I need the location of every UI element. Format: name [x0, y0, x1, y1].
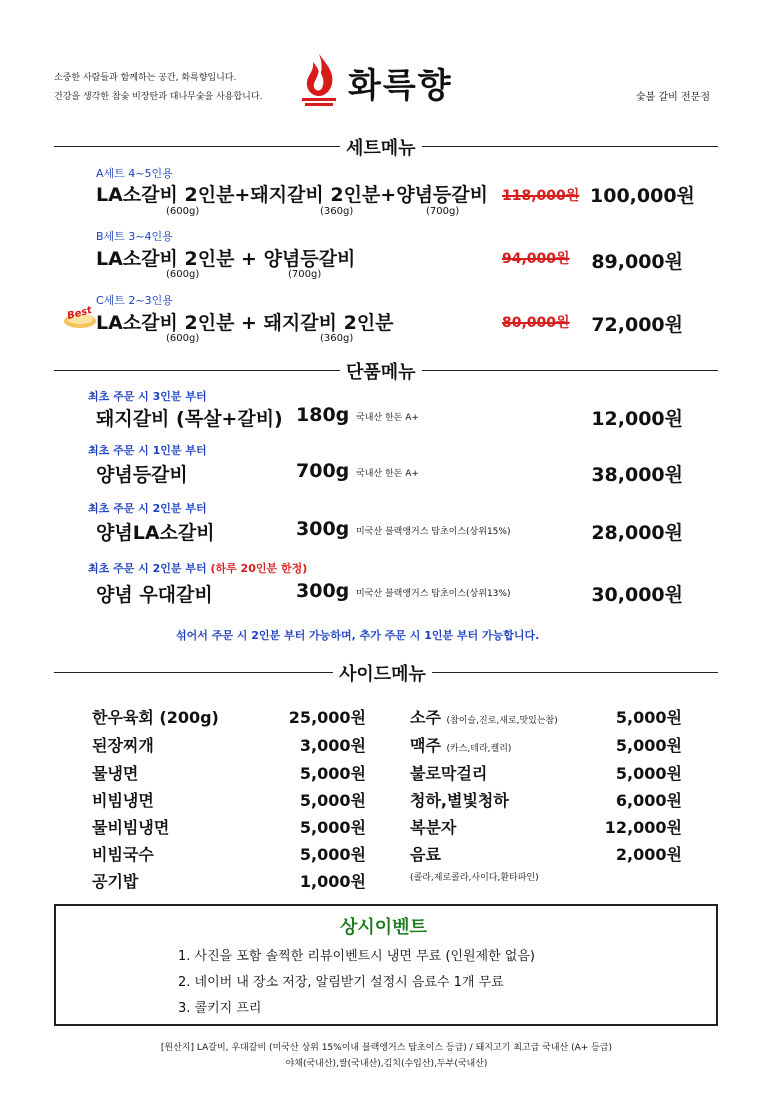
single-4-origin: 미국산 블랙앵거스 탑초이스(상위13%)	[356, 589, 511, 599]
side-right-1-price: 5,000원	[615, 708, 682, 727]
best-badge	[62, 306, 98, 330]
set-a-weight-2: (360g)	[320, 206, 354, 217]
single-1-weight: 180g	[296, 404, 350, 426]
side-right-4-name: 청하,별빛청하	[410, 791, 509, 810]
single-3-weight: 300g	[296, 518, 350, 540]
side-right-1-name-row	[410, 705, 558, 728]
origin-footer-line-1: [원산지] LA갈비, 우대갈비 (미국산 상위 15%이내 블랙앵거스 탑초이스 등급) / 돼지고기 최고급 국내산 (A+ 등급)	[160, 1043, 613, 1053]
set-a-name: LA소갈비 2인분+돼지갈비 2인분+양념등갈비	[96, 184, 488, 206]
event-item-2: 2. 네이버 내 장소 저장, 알림받기 설정시 음료수 1개 무료	[178, 975, 504, 990]
side-left-3-name: 물냉면	[92, 764, 139, 783]
set-b-price: 89,000원	[591, 251, 683, 273]
side-right-1-name: 소주	[410, 708, 441, 727]
set-c-name: LA소갈비 2인분 + 돼지갈비 2인분	[96, 312, 394, 334]
single-4-weight: 300g	[296, 580, 350, 602]
set-menu-title: 세트메뉴	[340, 134, 422, 160]
single-2-name: 양념등갈비	[96, 464, 188, 486]
set-a-old-price: 118,000원	[502, 188, 580, 204]
tagline-1: 소중한 사람들과 함께하는 공간, 화륵향입니다.	[54, 73, 237, 83]
event-item-1: 1. 사진을 포함 솔찍한 리뷰이벤트시 냉면 무료 (인원제한 없음)	[178, 949, 535, 964]
single-3-min-order: 최초 주문 시 2인분 부터	[88, 502, 207, 515]
side-left-2-name: 된장찌개	[92, 736, 154, 755]
single-1-name: 돼지갈비 (목살+갈비)	[96, 408, 283, 430]
single-3-origin: 미국산 블랙앵거스 탑초이스(상위15%)	[356, 527, 511, 537]
single-3-price: 28,000원	[591, 522, 683, 544]
side-right-2-price: 5,000원	[615, 736, 682, 755]
single-1-origin: 국내산 한돈 A+	[356, 413, 419, 423]
set-a-price: 100,000원	[590, 185, 695, 207]
set-a-label: A세트 4~5인용	[96, 167, 173, 180]
side-menu-title: 사이드메뉴	[333, 660, 432, 686]
set-a-weight-1: (600g)	[166, 206, 200, 217]
set-c-weight-2: (360g)	[320, 333, 354, 344]
single-4-limit: (하루 20인분 한정)	[210, 562, 308, 575]
single-1-price: 12,000원	[591, 408, 683, 430]
side-left-5-name: 물비빔냉면	[92, 818, 170, 837]
single-1-min-order: 최초 주문 시 3인분 부터	[88, 390, 207, 403]
side-right-5-name: 복분자	[410, 818, 457, 837]
single-menu-title: 단품메뉴	[340, 358, 422, 384]
single-2-weight: 700g	[296, 460, 350, 482]
side-left-6-name: 비빔국수	[92, 845, 154, 864]
set-c-label: C세트 2~3인용	[96, 294, 173, 307]
side-left-6-price: 5,000원	[299, 845, 366, 864]
set-c-weight-1: (600g)	[166, 333, 200, 344]
side-right-4-price: 6,000원	[615, 791, 682, 810]
single-menu-note: 섞어서 주문 시 2인분 부터 가능하며, 추가 주문 시 1인분 부터 가능합니다.	[176, 629, 540, 642]
side-left-7-name: 공기밥	[92, 872, 139, 891]
drinks-note: (콜라,제로콜라,사이다,환타파인)	[410, 873, 539, 883]
tagline-2: 건강을 생각한 참숯 비장탄과 대나무숯을 사용합니다.	[54, 92, 263, 102]
side-right-2-name: 맥주	[410, 736, 441, 755]
single-3-name: 양념LA소갈비	[96, 522, 215, 544]
side-left-1-price: 25,000원	[288, 708, 366, 727]
set-c-price: 72,000원	[591, 314, 683, 336]
set-a-weight-3: (700g)	[426, 206, 460, 217]
side-left-7-price: 1,000원	[299, 872, 366, 891]
side-right-5-price: 12,000원	[604, 818, 682, 837]
set-b-label: B세트 3~4인용	[96, 230, 173, 243]
side-left-2-price: 3,000원	[299, 736, 366, 755]
side-left-1-name: 한우육회 (200g)	[92, 708, 219, 727]
single-4-min-order-row	[88, 560, 307, 576]
side-left-4-name: 비빔냉면	[92, 791, 154, 810]
side-left-5-price: 5,000원	[299, 818, 366, 837]
side-right-3-name: 불로막걸리	[410, 764, 488, 783]
side-right-2-name-row	[410, 733, 511, 756]
side-left-3-price: 5,000원	[299, 764, 366, 783]
side-right-3-price: 5,000원	[615, 764, 682, 783]
set-b-weight-2: (700g)	[288, 269, 322, 280]
side-right-1-sub: (참이슬,진로,새로,맛있는참)	[446, 716, 558, 726]
set-b-weight-1: (600g)	[166, 269, 200, 280]
best-badge-text: Best	[66, 304, 94, 323]
set-c-old-price: 80,000원	[502, 315, 570, 331]
single-2-origin: 국내산 한돈 A+	[356, 469, 419, 479]
side-right-6-name: 음료	[410, 845, 441, 864]
single-2-min-order: 최초 주문 시 1인분 부터	[88, 444, 207, 457]
side-right-2-sub: (카스,테라,켈리)	[446, 744, 512, 754]
single-4-price: 30,000원	[591, 584, 683, 606]
set-b-name: LA소갈비 2인분 + 양념등갈비	[96, 248, 356, 270]
event-title: 상시이벤트	[340, 917, 427, 938]
flame-logo-icon	[298, 52, 340, 110]
side-right-6-price: 2,000원	[615, 845, 682, 864]
origin-footer-line-2: 야채(국내산),쌀(국내산),김치(수입산),두부(국내산)	[285, 1059, 488, 1069]
single-2-price: 38,000원	[591, 464, 683, 486]
specialty-label: 숯불 갈비 전문점	[636, 92, 710, 103]
event-item-3: 3. 콜키지 프리	[178, 1001, 262, 1016]
logo-text: 화륵향	[348, 66, 453, 106]
side-left-4-price: 5,000원	[299, 791, 366, 810]
single-4-min-order: 최초 주문 시 2인분 부터	[88, 562, 207, 575]
set-b-old-price: 94,000원	[502, 251, 570, 267]
single-4-name: 양념 우대갈비	[96, 584, 213, 606]
